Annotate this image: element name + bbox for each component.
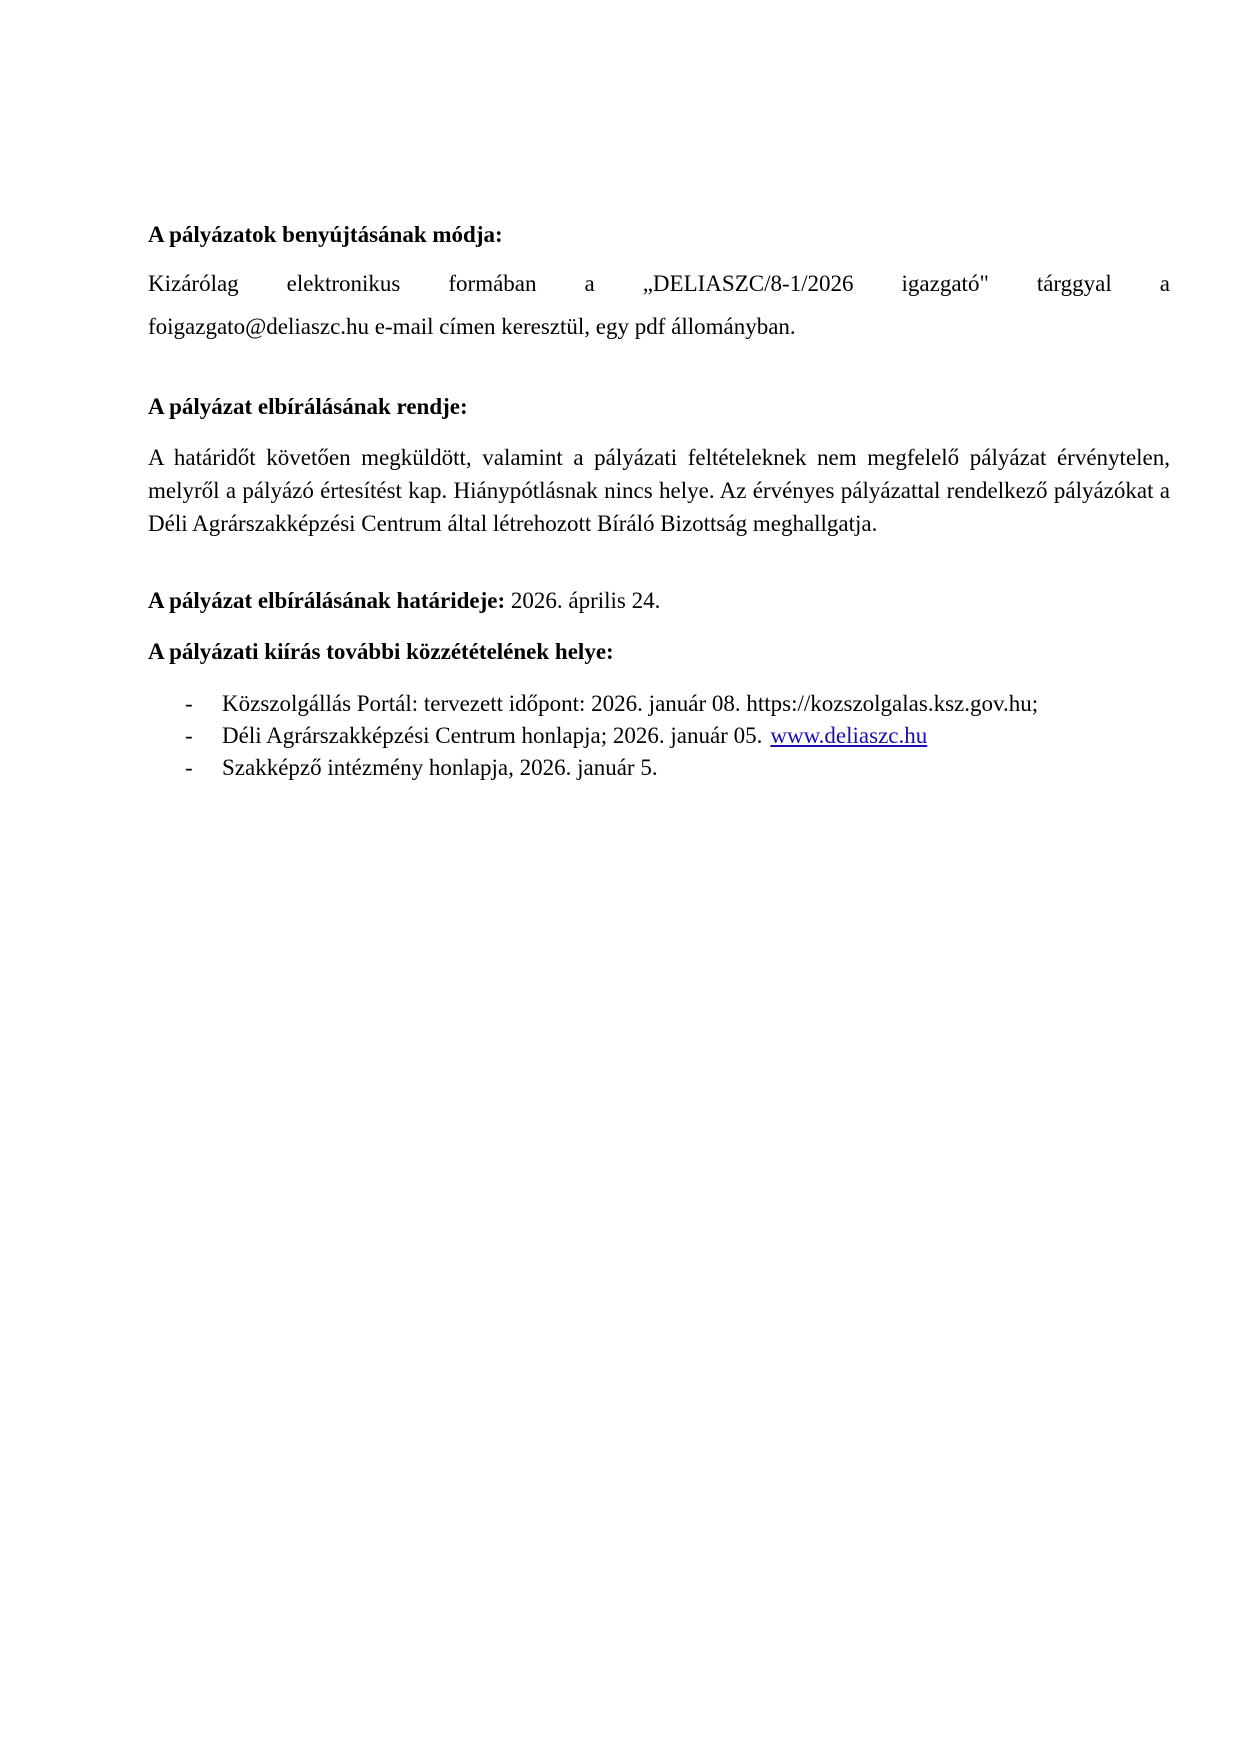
list-item (148, 752, 1170, 784)
list-dash: - (185, 691, 193, 716)
list-item (148, 688, 1170, 720)
publication-list (148, 688, 1170, 784)
deadline-label: A pályázat elbírálásának határideje: (148, 588, 506, 613)
publication-heading: A pályázati kiírás további közzétételének helye: (148, 639, 614, 664)
submission-paragraph (148, 262, 1170, 348)
list-item-text: Közszolgállás Portál: tervezett időpont: 2026. január 08. https://kozszolgalas.ksz.gov.hu; (222, 691, 1039, 716)
deadline-line (148, 584, 1170, 617)
evaluation-paragraph: A határidőt követően megküldött, valamint a pályázati feltételeknek nem megfelelő pályázat érvénytelen, melyről a pályázó értesítést kap. Hiánypótlásnak nincs helye. Az érvényes pályázattal rendelkező pályázókat a Déli Agrárszakképzési Centrum által létrehozott Bíráló Bizottság meghallgatja. (148, 445, 1170, 536)
submission-line-1: Kizárólag elektronikus formában a „DELIASZC/8-1/2026 igazgató" tárggyal a (148, 271, 1170, 296)
document-page (148, 218, 1170, 784)
list-dash: - (185, 723, 193, 748)
deadline-value: 2026. április 24. (505, 588, 661, 613)
list-item-text: Szakképző intézmény honlapja, 2026. január 5. (222, 755, 658, 780)
submission-heading: A pályázatok benyújtásának módja: (148, 222, 503, 247)
list-dash: - (185, 755, 193, 780)
evaluation-heading: A pályázat elbírálásának rendje: (148, 394, 468, 419)
list-item (148, 720, 1170, 752)
deliaszc-website-link[interactable]: www.deliaszc.hu (770, 723, 928, 748)
list-item-text: Déli Agrárszakképzési Centrum honlapja; 2026. január 05. (222, 723, 763, 748)
submission-line-2: foigazgato@deliaszc.hu e-mail címen keresztül, egy pdf állományban. (148, 314, 796, 339)
